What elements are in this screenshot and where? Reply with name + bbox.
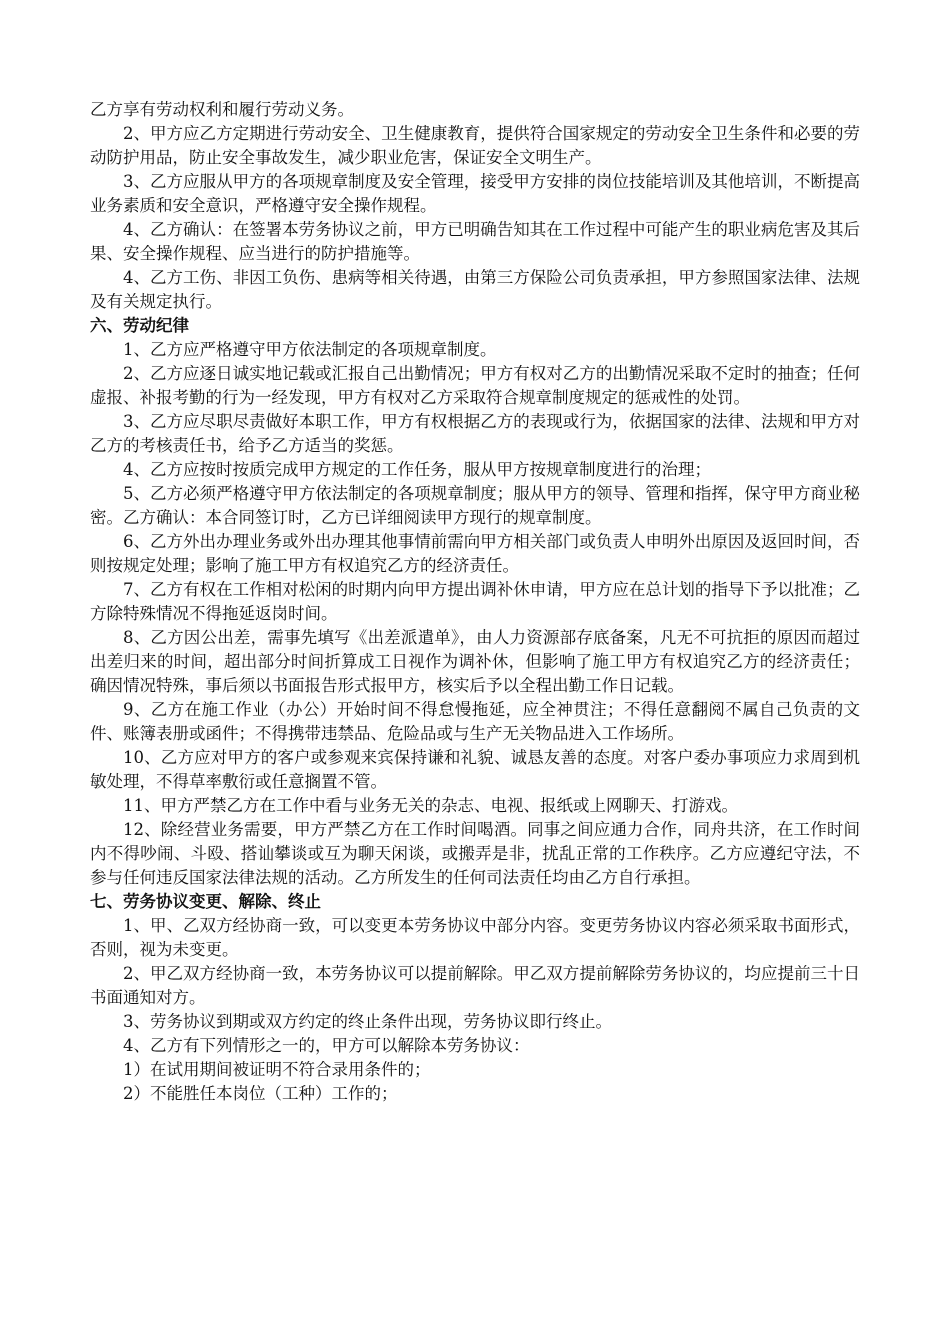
paragraph-continuation: 乙方享有劳动权利和履行劳动义务。 (90, 100, 354, 119)
section-heading-6: 六、劳动纪律 (90, 316, 189, 335)
clause-7-1: 1、甲、乙双方经协商一致，可以变更本劳务协议中部分内容。变更劳务协议内容必须采取书面形式，否则，视为未变更。 (90, 916, 860, 959)
clause-6-5: 5、乙方必须严格遵守甲方依法制定的各项规章制度；服从甲方的领导、管理和指挥，保守甲方商业秘密。乙方确认：本合同签订时，乙方已详细阅读甲方现行的规章制度。 (90, 484, 860, 527)
clause-5-4b: 4、乙方工伤、非因工负伤、患病等相关待遇，由第三方保险公司负责承担，甲方参照国家法律、法规及有关规定执行。 (90, 268, 860, 311)
clause-5-3: 3、乙方应服从甲方的各项规章制度及安全管理，接受甲方安排的岗位技能培训及其他培训，不断提高业务素质和安全意识，严格遵守安全操作规程。 (90, 172, 860, 215)
section-heading-7: 七、劳务协议变更、解除、终止 (90, 892, 321, 911)
clause-6-12: 12、除经营业务需要，甲方严禁乙方在工作时间喝酒。同事之间应通力合作，同舟共济，在工作时间内不得吵闹、斗殴、搭讪攀谈或互为聊天闲谈，或搬弄是非，扰乱正常的工作秩序。乙方应遵纪守法，不参与任何违反国家法律法规的活动。乙方所发生的任何司法责任均由乙方自行承担。 (90, 820, 860, 887)
clause-6-10: 10、乙方应对甲方的客户或参观来宾保持谦和礼貌、诚恳友善的态度。对客户委办事项应力求周到机敏处理，不得草率敷衍或任意搁置不管。 (90, 748, 860, 791)
document-page (90, 98, 860, 1106)
clause-7-4-item-1: 1）在试用期间被证明不符合录用条件的； (123, 1060, 431, 1079)
clause-6-6: 6、乙方外出办理业务或外出办理其他事情前需向甲方相关部门或负责人申明外出原因及返回时间，否则按规定处理；影响了施工甲方有权追究乙方的经济责任。 (90, 532, 860, 575)
clause-6-3: 3、乙方应尽职尽责做好本职工作，甲方有权根据乙方的表现或行为，依据国家的法律、法规和甲方对乙方的考核责任书，给予乙方适当的奖惩。 (90, 412, 860, 455)
clause-5-4a: 4、乙方确认：在签署本劳务协议之前，甲方已明确告知其在工作过程中可能产生的职业病危害及其后果、安全操作规程、应当进行的防护措施等。 (90, 220, 860, 263)
clause-6-7: 7、乙方有权在工作相对松闲的时期内向甲方提出调补休申请，甲方应在总计划的指导下予以批准；乙方除特殊情况不得拖延返岗时间。 (90, 580, 860, 623)
clause-6-4: 4、乙方应按时按质完成甲方规定的工作任务，服从甲方按规章制度进行的治理； (123, 460, 711, 479)
clause-7-2: 2、甲乙双方经协商一致，本劳务协议可以提前解除。甲乙双方提前解除劳务协议的，均应提前三十日书面通知对方。 (90, 964, 860, 1007)
clause-6-2: 2、乙方应逐日诚实地记载或汇报自己出勤情况；甲方有权对乙方的出勤情况采取不定时的抽查；任何虚报、补报考勤的行为一经发现，甲方有权对乙方采取符合规章制度规定的惩戒性的处罚。 (90, 364, 860, 407)
clause-6-9: 9、乙方在施工作业（办公）开始时间不得怠慢拖延，应全神贯注；不得任意翻阅不属自己负责的文件、账簿表册或函件；不得携带违禁品、危险品或与生产无关物品进入工作场所。 (90, 700, 860, 743)
clause-6-11: 11、甲方严禁乙方在工作中看与业务无关的杂志、电视、报纸或上网聊天、打游戏。 (123, 796, 738, 815)
clause-7-4: 4、乙方有下列情形之一的，甲方可以解除本劳务协议： (123, 1036, 530, 1055)
clause-6-8: 8、乙方因公出差，需事先填写《出差派遣单》，由人力资源部存底备案，凡无不可抗拒的原因而超过出差归来的时间，超出部分时间折算成工日视作为调补休，但影响了施工甲方有权追究乙方的经济责任；确因情况特殊，事后须以书面报告形式报甲方，核实后予以全程出勤工作日记载。 (90, 628, 860, 695)
clause-5-2: 2、甲方应乙方定期进行劳动安全、卫生健康教育，提供符合国家规定的劳动安全卫生条件和必要的劳动防护用品，防止安全事故发生，减少职业危害，保证安全文明生产。 (90, 124, 860, 167)
clause-7-3: 3、劳务协议到期或双方约定的终止条件出现，劳务协议即行终止。 (123, 1012, 612, 1031)
clause-7-4-item-2: 2）不能胜任本岗位（工种）工作的； (123, 1084, 398, 1103)
clause-6-1: 1、乙方应严格遵守甲方依法制定的各项规章制度。 (123, 340, 497, 359)
